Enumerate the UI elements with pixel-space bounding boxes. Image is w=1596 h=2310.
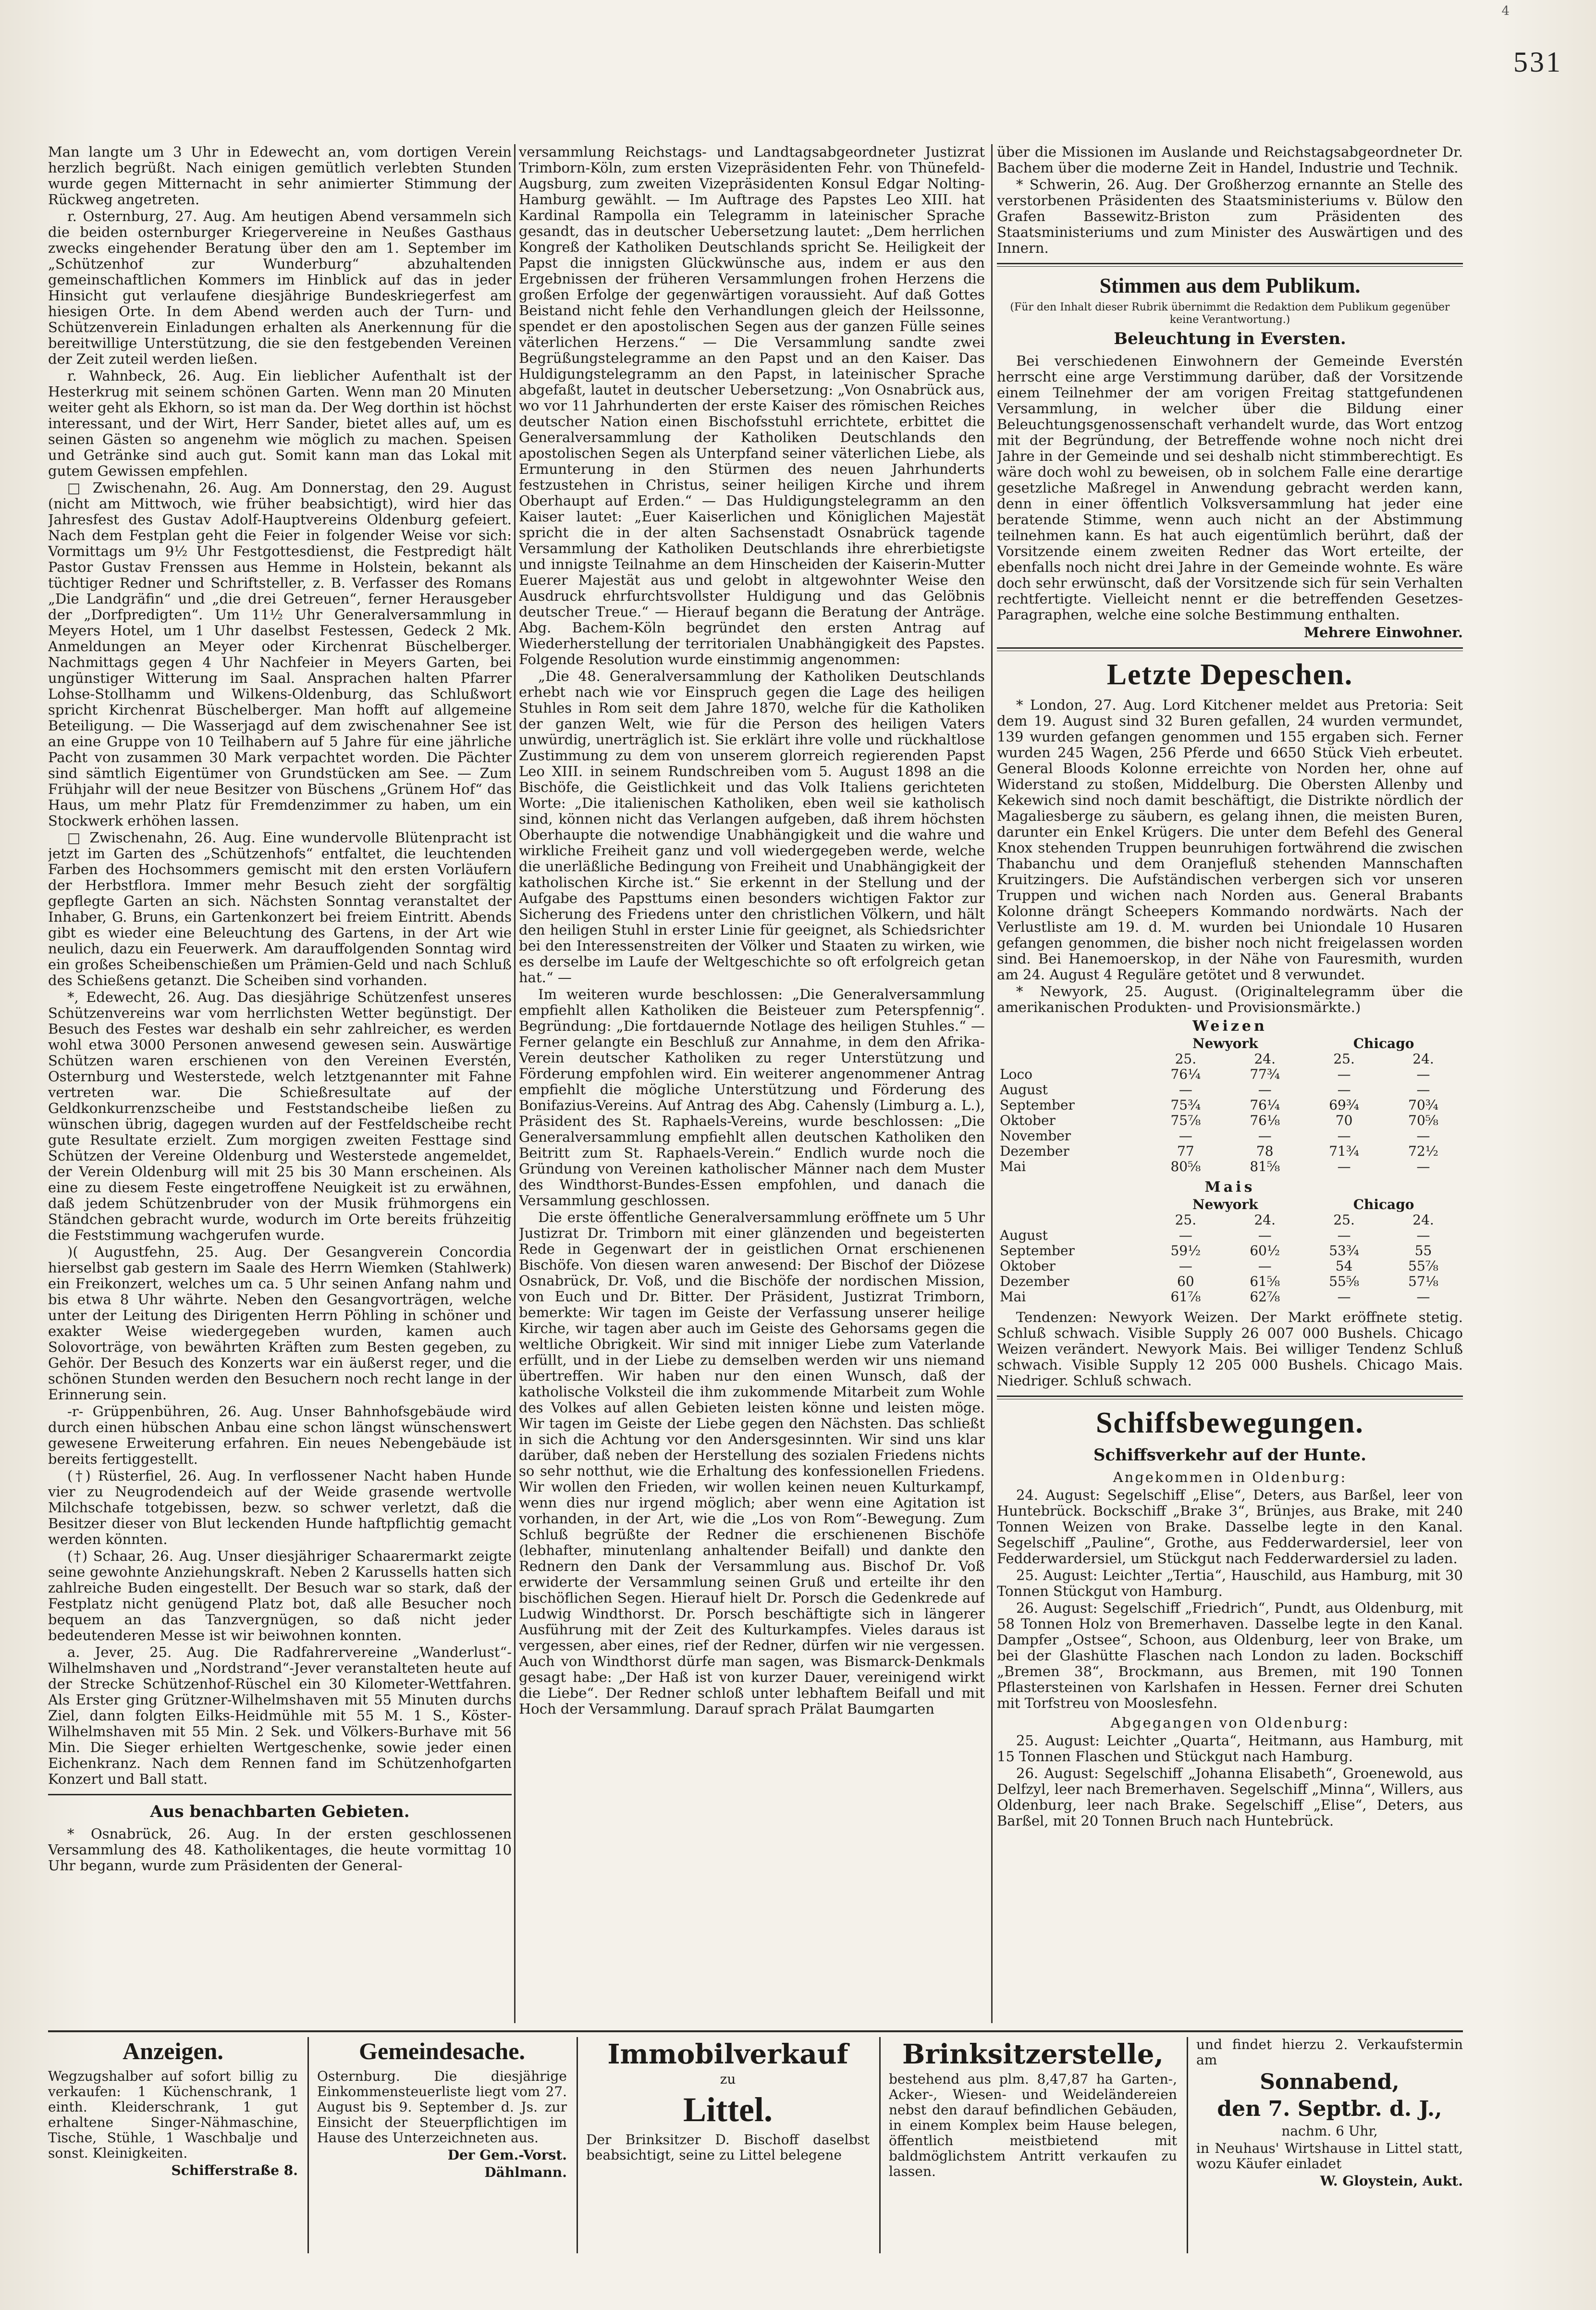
section-heading-nachbar: Aus benachbarten Gebieten.	[150, 1802, 410, 1821]
market-value: —	[1416, 1159, 1430, 1174]
market-value: 60	[1177, 1273, 1194, 1289]
article-paragraph: r. Wahnbeck, 26. Aug. Ein lieblicher Aufenthalt ist der Hesterkrug mit seinem schönen Garten. Wenn man 20 Minuten weiter geht als Ekhorn, so ist man da. Der Weg dorthin ist höchst interessant, und der Wirt, Herr Sander, bietet alles auf, um es seinen Gästen so angenehm wie möglich zu machen. Speisen und Getränke sind auch gut. Somit kann man das Lokal mit gutem Gewissen empfehlen.	[48, 368, 512, 479]
market-title-weizen: Weizen	[1192, 1018, 1267, 1035]
market-month: Dezember	[1000, 1273, 1069, 1289]
market-value: 77	[1177, 1143, 1194, 1159]
divider	[48, 1794, 512, 1795]
market-value: —	[1179, 1258, 1192, 1274]
market-value: 60½	[1250, 1243, 1280, 1259]
market-row	[997, 1128, 1463, 1144]
market-value: 70	[1335, 1112, 1353, 1128]
schiff-arrivals	[997, 1487, 1463, 1711]
market-date: 24.	[1254, 1051, 1276, 1067]
ad-signature-name: Dählmann.	[484, 2164, 567, 2180]
market-row	[997, 1067, 1463, 1082]
article-paragraph: -r- Grüppenbühren, 26. Aug. Unser Bahnhofsgebäude wird durch einen hübschen Anbau eine schon längst wünschenswert gewesene Erweiterung erfahren. Ein neues Nebengebäude ist bereits fertiggestellt.	[48, 1403, 512, 1467]
article-paragraph: □ Zwischenahn, 26. Aug. Eine wundervolle Blütenpracht ist jetzt im Garten des „Schützenhofs“ entfaltet, die leuchtenden Farben des Hochsommers gemischt mit den ersten Vorläufern der Herbstflora. Immer mehr Besuch zieht der sorgfältig gepflegte Garten an sich. Nächsten Sonntag veranstaltet der Inhaber, G. Bruns, ein Gartenkonzert bei freiem Eintritt. Abends gibt es wieder eine Beleuchtung des Gartens, in der Art wie neulich, dazu ein Feuerwerk. Am darauffolgenden Sonntag wird ein großes Scheibenschießen um Prämien-Geld und nach Schluß des Schießens getanzt. Die Scheiben sind vorhanden.	[48, 829, 512, 988]
column-2	[519, 144, 985, 2023]
market-month: Dezember	[1000, 1143, 1069, 1159]
article-paragraph: a. Jever, 25. Aug. Die Radfahrervereine „Wanderlust“-Wilhelmshaven und „Nordstrand“-Jever veranstalteten heute auf der Strecke Schützenhof-Rüschel ein 30 Kilometer-Wettfahren. Als Erster ging Grützner-Wilhelmshaven mit 55 Minuten durchs Ziel, dann folgten Eilks-Heidmühle mit 55 M. 1 S., Köster-Wilhelmshaven mit 55 Min. 2 Sek. und Völkers-Burhave mit 56 Min. Die Sieger erhielten Wertgeschenke, sowie jeder einen Eichenkranz. Nach dem Rennen fand im Schützenhofgarten Konzert und Ball statt.	[48, 1644, 512, 1787]
section-heading-depeschen: Letzte Depeschen.	[1106, 658, 1353, 691]
market-empty-cell	[997, 1036, 1146, 1051]
ad-rule	[307, 2037, 309, 2253]
market-value: 70⅝	[1408, 1112, 1438, 1128]
market-month: August	[1000, 1227, 1048, 1243]
market-value: —	[1416, 1289, 1430, 1305]
market-value: —	[1258, 1082, 1272, 1098]
market-value: 78	[1256, 1143, 1274, 1159]
market-value: 61⅞	[1170, 1289, 1201, 1305]
market-tendenzen: Tendenzen: Newyork Weizen. Der Markt eröffnete stetig. Schluß schwach. Visible Supply 26 007 000 Bushels. Chicago Weizen verändert. Newyork Mais. Bei williger Tendenz Schluß schwach. Visible Supply 12 205 000 Bushels. Chicago Mais. Niedriger. Schluß schwach.	[997, 1309, 1463, 1389]
market-value: 70¾	[1408, 1097, 1438, 1113]
market-value: 69¾	[1329, 1097, 1359, 1113]
ad-text: bestehend aus plm. 8,47,87 ha Garten-, Acker-, Wiesen- und Weideländereien nebst den darauf befindlichen Gebäuden, in einem Komplex beim Hause belegen, öffentlich meistbietend mit baldmöglichstem Antritt verkaufen zu lassen.	[889, 2071, 1177, 2179]
market-value: 71¾	[1329, 1143, 1359, 1159]
subhead-abgegangen: Abgegangen von Oldenburg:	[1110, 1715, 1350, 1731]
market-value: —	[1179, 1227, 1192, 1243]
market-value: —	[1258, 1227, 1272, 1243]
ad-time: nachm. 6 Uhr,	[1281, 2123, 1378, 2139]
ad-rule	[577, 2037, 578, 2253]
ad-place: Littel.	[683, 2090, 773, 2129]
article-paragraph: (†) Schaar, 26. Aug. Unser diesjähriger Schaarermarkt zeigte seine gewohnte Anziehungskraft. Neben 2 Karussells hatten sich zahlreiche Buden eingestellt. Der Besuch war so stark, daß der Festplatz nicht genügend Platz bot, daß alle Besucher noch bequem an das Tanzvergnügen, so daß nicht jeder bedeutenderen Messe ist wir beiwohnen konnten.	[48, 1548, 512, 1643]
market-date-row	[997, 1212, 1463, 1228]
market-month: September	[1000, 1243, 1075, 1259]
article-paragraph: (†) Rüsterfiel, 26. Aug. In verflossener Nacht haben Hunde vier zu Neugrodendeich auf der Weide grasende wertvolle Milchschafe totgebissen, bezw. so schwer verletzt, daß die Besitzer dieser von Blut leckenden Hunde haftpflichtig gemacht werden könnten.	[48, 1468, 512, 1547]
article-paragraph: Die erste öffentliche Generalversammlung eröffnete um 5 Uhr Justizrat Dr. Trimborn mit einer glänzenden und begeisterten Rede in Gegenwart der in geistlichen Ornat erschienenen Bischöfe. Von diesen waren anwesend: Der Bischof der Diözese Osnabrück, Dr. Voß, und die Bischöfe der nordischen Mission, von Euch und Dr. Bitter. Der Präsident, Justizrat Trimborn, bemerkte: Wir tagen im Geiste der Verfassung unserer heilige Kirche, wir tagen aber auch im Geiste des Gehorsams gegen die weltliche Obrigkeit. Wir sind mit inniger Liebe zum Vaterlande erfüllt, und in der Liebe zu demselben werden wir uns niemand übertreffen. Wir haben nur den einen Wunsch, daß der katholische Volksteil die ihm zukommende Mitarbeit zum Wohle des Volkes auf allen Gebieten leisten könne und leisten möge. Wir tagen im Geiste der Liebe gegen den Nächsten. Das schließt in sich die Achtung vor den Andersgesinnten. Wir sind uns klar darüber, daß neben der Herstellung des sozialen Friedens nichts so sehr notthut, wie die Erhaltung des konfessionellen Friedens. Wir wollen den Frieden, wir wollen keinen neuen Kulturkampf, wenn dies nur irgend möglich; aber wenn eine Agitation ist vorhanden, in der Art, wie die „Los von Rom“-Bewegung. Zum Schluß begrüßte der Redner die erschienenen Bischöfe (lebhafter, minutenlang anhaltender Beifall) und dankte den Rednern den Dank der Versammlung aus. Bischof Dr. Voß erwiderte der Versammlung seinen Gruß und erteilte ihr den bischöflichen Segen. Hierauf hielt Dr. Porsch die Gedenkrede auf Ludwig Windthorst. Dr. Porsch beschäftigte sich in längerer Ausführung mit der Zeit des Kulturkampfes. Vieles daraus ist vergessen, aber eines, rief der Redner, dürfen wir nie vergessen. Auch von Windthorst dürfe man sagen, was Bismarck-Denkmals gesagt habe: „Der Haß ist von kurzer Dauer, vereinigend wirkt die Liebe“. Der Redner schloß unter lebhaftem Beifall und mit Hoch der Versammlung. Darauf sprach Prälat Baumgarten	[519, 1209, 985, 1717]
ad-anzeigen	[48, 2037, 298, 2253]
ship-entry: 26. August: Segelschiff „Johanna Elisabeth“, Groenewold, aus Delfzyl, leer nach Bremerhaven. Segelschiff „Minna“, Willers, aus Oldenburg, leer nach Brake. Segelschiff „Elise“, Deters, aus Barßel, mit 20 Tonnen Bruch nach Huntebrück.	[997, 1765, 1463, 1829]
market-value: 81⅝	[1250, 1159, 1280, 1174]
article-title-beleuchtung: Beleuchtung in Eversten.	[1114, 329, 1346, 348]
ad-title: Anzeigen.	[123, 2038, 223, 2064]
market-city-row	[997, 1197, 1463, 1212]
ad-address: Schifferstraße 8.	[171, 2162, 298, 2178]
divider	[997, 1396, 1463, 1399]
market-row	[997, 1289, 1463, 1305]
article-paragraph: r. Osternburg, 27. Aug. Am heutigen Abend versammeln sich die beiden osternburger Kriegervereine in Neußes Gasthaus zwecks eingehender Beratung über den am 1. September im „Schützenhof zur Wunderburg“ abzuhaltenden gemeinschaftlichen Kommers im Hinblick auf das in jeder Hinsicht gut verlaufene diesjährige Bundeskriegerfest am hiesigen Orte. In dem Abend werden auch der Turn- und Schützenverein Einladungen erhalten als Anerkennung für die bereitwillige Unterstützung, die sie den festgebenden Vereinen der Zeit zuteil werden ließen.	[48, 208, 512, 367]
market-value: 62⅞	[1250, 1289, 1280, 1305]
ad-zu: zu	[720, 2071, 736, 2087]
article-beleuchtung: Bei verschiedenen Einwohnern der Gemeinde Everstén herrscht eine arge Verstimmung darüber, daß der Vorsitzende einem Teilnehmer der am vorigen Freitag stattgefundenen Versammlung, in welcher über die Bildung einer Beleuchtungsgenossenschaft verhandelt wurde, das Wort entzog mit der Begründung, der Betreffende wohne noch nicht drei Jahre in der Gemeinde und sei deshalb nicht stimmberechtigt. Es wäre doch wohl zu beweisen, ob in solchem Falle eine derartige gesetzliche Maßregel in Anwendung gebracht werden kann, denn in einer öffentlich Volksversammlung hat jeder eine beratende Stimme, wenn auch nicht an der Abstimmung teilnehmen kann. Es hat auch eigentümlich berührt, daß der Vorsitzende einem zweiten Redner das Wort erteilte, der ebenfalls noch nicht drei Jahre in der Gemeinde wohnte. Es wäre doch sehr erwünscht, daß der Vorsitzende sich für sein Verhalten rechtfertigte. Vielleicht nennt er die betreffenden Gesetzes-Paragraphen, welche eine solche Bestimmung enthalten.	[997, 353, 1463, 623]
divider	[997, 263, 1463, 267]
market-value: —	[1337, 1082, 1351, 1098]
ad-text: Wegzugshalber auf sofort billig zu verkaufen: 1 Küchenschrank, 1 einth. Kleiderschrank, 1 gut erhaltene Singer-Nähmaschine, Tische, Stühle, 1 Waschbalje und sonst. Kleinigkeiten.	[48, 2068, 298, 2161]
market-value: —	[1258, 1258, 1272, 1274]
market-row	[997, 1113, 1463, 1128]
market-month: Mai	[1000, 1289, 1026, 1305]
market-value: —	[1416, 1227, 1430, 1243]
ad-signature: W. Gloystein, Aukt.	[1320, 2173, 1463, 2189]
corner-mark: 4	[1501, 4, 1510, 18]
article-missionen: über die Missionen im Auslande und Reichstagsabgeordneter Dr. Bachem über die moderne Zeit in Handel, Industrie und Technik.	[997, 144, 1463, 176]
ad-rule	[879, 2037, 881, 2253]
market-value: 55⅝	[1329, 1273, 1359, 1289]
market-value: 76¼	[1170, 1066, 1201, 1082]
market-value: 75¾	[1170, 1097, 1201, 1113]
ad-gemeindesache	[317, 2037, 567, 2253]
article-paragraph: Man langte um 3 Uhr in Edewecht an, vom dortigen Verein herzlich begrüßt. Nach einigen gemütlich verlebten Stunden wurde gegen Mitternacht in sehr animierter Stimmung der Rückweg angetreten.	[48, 144, 512, 208]
article-paragraph: )( Augustfehn, 25. Aug. Der Gesangverein Concordia hierselbst gab gestern im Saale des Herrn Wiemken (Stahlwerk) ein Freikonzert, welches um ca. 5 Uhr seinen Anfang nahm und bis etwa 8 Uhr währte. Neben den Gesangvorträgen, welche unter der Leitung des Dirigenten Herrn Pöhling in schöner und exakter Weise wiedergegeben wurden, kamen auch Solovorträge, von bewährten Kräften zum Besten gegeben, zu Gehör. Der Besuch des Konzerts war ein äußerst reger, und die schönen Stunden werden den Besuchern noch recht lange in der Erinnerung sein.	[48, 1244, 512, 1403]
article-paragraph: „Die 48. Generalversammlung der Katholiken Deutschlands erhebt nach wie vor Einspruch gegen die Lage des heiligen Stuhles in Rom seit dem Jahre 1870, welche für die Katholiken der ganzen Welt, wie für die Person des heiligen Vaters unwürdig, unerträglich ist. Sie erklärt ihre volle und rückhaltlose Zustimmung zu dem von unserem glorreich regierenden Papst Leo XIII. in seinem Rundschreiben vom 5. August 1898 an die Bischöfe, die Geistlichkeit und das Volk Italiens gerichteten Worte: „Die italienischen Katholiken, eben weil sie katholisch sind, können nicht das Verlangen aufgeben, daß ihrem höchsten Oberhaupte die notwendige Unabhängigkeit und die wahre und wirkliche Freiheit ganz und voll wiedergegeben werde, welche die unerläßliche Bedingung von Freiheit und Unabhängigkeit der katholischen Kirche ist.“ Sie erkennt in der Stellung und der Aufgabe des Papsttums einen besonders wichtigen Faktor zur Sicherung des Friedens unter den christlichen Völkern, und hält den heiligen Stuhl in erster Linie für geeignet, als Schiedsrichter bei den Interessenstreiten der Völker und Staaten zu wirken, wie es derselbe im Laufe der Weltgeschichte so oft erfolgreich getan hat.“ —	[519, 668, 985, 986]
market-month: November	[1000, 1128, 1071, 1144]
market-month: Loco	[1000, 1066, 1032, 1082]
market-value: 55⅞	[1408, 1258, 1438, 1274]
market-value: —	[1416, 1066, 1430, 1082]
market-empty-cell	[997, 1212, 1146, 1228]
market-month: Mai	[1000, 1159, 1026, 1174]
advertisements	[48, 2030, 1463, 2258]
market-value: 57⅛	[1408, 1273, 1438, 1289]
ad-title: Gemeindesache.	[359, 2038, 525, 2064]
ad-title: Brinksitzerstelle,	[902, 2038, 1164, 2070]
section-heading-stimmen: Stimmen aus dem Publikum.	[1099, 274, 1361, 297]
market-value: 80⅝	[1170, 1159, 1201, 1174]
ad-date: den 7. Septbr. d. J.,	[1217, 2097, 1442, 2121]
market-value: 53¾	[1329, 1243, 1359, 1259]
subhead-angekommen: Angekommen in Oldenburg:	[1113, 1469, 1347, 1485]
market-row	[997, 1082, 1463, 1098]
market-date: 24.	[1254, 1212, 1276, 1228]
market-value: 75⅞	[1170, 1112, 1201, 1128]
column-1	[48, 144, 512, 2023]
market-date-row	[997, 1051, 1463, 1067]
divider	[997, 647, 1463, 651]
market-date: 24.	[1412, 1051, 1434, 1067]
market-value: 61⅝	[1250, 1273, 1280, 1289]
market-empty-cell	[997, 1197, 1146, 1212]
ship-entry: 26. August: Segelschiff „Friedrich“, Pundt, aus Oldenburg, mit 58 Tonnen Holz von Bremerhaven. Dasselbe legte in den Kanal. Dampfer „Ostsee“, Schoon, aus Oldenburg, leer von Brake, um bei der Glashütte Flaschen nach London zu laden. Bockschiff „Bremen 38“, Brockmann, aus Bremen, mit 190 Tonnen Pflastersteinen von Karlshafen in Hessen. Ferner drei Schuten mit Torfstreu von Mooslesfehn.	[997, 1600, 1463, 1711]
column-rule-2	[991, 144, 993, 2023]
market-title-mais: Mais	[1204, 1179, 1255, 1196]
ad-title: Immobilverkauf	[607, 2038, 848, 2070]
market-row	[997, 1274, 1463, 1289]
market-value: —	[1337, 1227, 1351, 1243]
section-sub-hunte: Schiffsverkehr auf der Hunte.	[1093, 1445, 1366, 1465]
ship-entry: 25. August: Leichter „Tertia“, Hauschild, aus Hamburg, mit 30 Tonnen Stückgut von Hamburg.	[997, 1567, 1463, 1599]
article-london: * London, 27. Aug. Lord Kitchener meldet aus Pretoria: Seit dem 19. August sind 32 Buren gefallen, 24 wurden vermundet, 139 wurden gefangen genommen und 155 ergaben sich. Ferner wurden 245 Wagen, 256 Pferde und 6650 Stück Vieh erbeutet. General Bloods Kolonne erreichte von Norden her, ohne auf Widerstand zu stoßen, Middelburg. Die Obersten Allenby und Kekewich sind noch damit beschäftigt, die Distrikte nördlich der Magaliesberge zu säubern, es gelang ihnen, die meisten Buren, darunter ein Enkel Krügers. Die unter dem Befehl des General Knox stehenden Truppen beunruhigen fortwährend die zwischen Thabanchu und dem Oranjefluß stehenden Mannschaften Kruitzingers. Die Aufständischen verbergen sich vor unseren Truppen und wichen nach Norden aus. General Brabants Kolonne drängt Scheepers Kommando nordwärts. Nach der Verlustliste am 19. d. M. wurden bei Uniondale 10 Husaren gefangen genommen, die bisher noch nicht freigelassen worden sind. Bei Hanemoerskop, in der Nähe von Fauresmith, wurden am 24. August 4 Reguläre getötet und 8 verwundet.	[997, 697, 1463, 983]
market-value: 76⅛	[1250, 1112, 1280, 1128]
ad-text: und findet hierzu 2. Verkaufstermin am	[1196, 2037, 1463, 2068]
market-city: Newyork	[1192, 1036, 1258, 1051]
ad-rule	[1187, 2037, 1188, 2253]
market-row	[997, 1228, 1463, 1243]
column-rule-1	[514, 144, 516, 2023]
article-paragraph: *, Edewecht, 26. Aug. Das diesjährige Schützenfest unseres Schützenvereins war vom herrlichsten Wetter begünstigt. Der Besuch des Festes war deshalb ein sehr zahlreicher, es werden wohl etwa 3000 Personen anwesend gewesen sein. Auswärtige Schützen waren erschienen von den Vereinen Everstén, Osternburg und Westerstede, welch letztgenannter mit Fahne vertreten war. Die Schießresultate auf der Geldkonkurrenzscheibe und Feststandscheibe ließen zu wünschen übrig, dagegen wurden auf der Festfeldscheibe recht gute Resultate erzielt. Zum morgigen zweiten Festtage sind Schützen der Vereine Oldenburg und Westerstede angemeldet, der Verein Oldenburg will mit 25 bis 30 Mann erscheinen. Als eine zu diesem Feste eingetroffene Neuigkeit ist zu erwähnen, daß jedem Schützenbruder von der Musik frühmorgens ein Ständchen gebracht wurde, wodurch im Orte bereits frühzeitig die Feststimmung wachgerufen wurde.	[48, 989, 512, 1243]
article-newyork: * Newyork, 25. August. (Originaltelegramm über die amerikanischen Produkten- und Provisionsmärkte.)	[997, 983, 1463, 1015]
market-empty-cell	[997, 1051, 1146, 1067]
market-row	[997, 1259, 1463, 1274]
column-3	[997, 144, 1463, 2023]
column-1-articles	[48, 144, 512, 1787]
market-value: 54	[1335, 1258, 1353, 1274]
market-value: —	[1416, 1082, 1430, 1098]
market-date: 25.	[1175, 1212, 1197, 1228]
market-value: —	[1416, 1128, 1430, 1144]
market-month: Oktober	[1000, 1112, 1056, 1128]
ad-immobilverkauf	[586, 2037, 870, 2253]
market-row	[997, 1159, 1463, 1174]
market-value: —	[1337, 1289, 1351, 1305]
market-value: —	[1337, 1066, 1351, 1082]
section-disclaimer: (Für den Inhalt dieser Rubrik übernimmt die Redaktion dem Publikum gegenüber keine Verantwortung.)	[1010, 301, 1450, 326]
market-month: September	[1000, 1097, 1075, 1113]
market-month: August	[1000, 1082, 1048, 1098]
ad-signature: Der Gem.-Vorst.	[447, 2147, 567, 2163]
article-paragraph: versammlung Reichstags- und Landtagsabgeordneter Justizrat Trimborn-Köln, zum ersten Vizepräsidenten Fehr. von Thünefeld-Augsburg, zum zweiten Vizepräsidenten Konsul Edgar Nolting-Hamburg gewählt. — Im Auftrage des Papstes Leo XIII. hat Kardinal Rampolla ein Telegramm in lateinischer Sprache gesandt, das in deutscher Uebersetzung lautet: „Dem herrlichen Kongreß der Katholiken Deutschlands spricht Se. Heiligkeit der Papst die innigsten Glückwünsche aus, indem er aus den Ergebnissen der früheren Versammlungen frohen Herzens die großen Erfolge der gegenwärtigen voraussieht. Auf daß Gottes Beistand nicht fehle den Verhandlungen gleich der Heilssonne, spendet er den apostolischen Segen aus der ganzen Fülle seines väterlichen Herzens.“ — Die Versammlung sandte zwei Begrüßungstelegramme an den Papst und an den Kaiser. Das Huldigungstelegramm an den Papst, in lateinischer Sprache abgefaßt, lautet in deutscher Uebersetzung: „Von Osnabrück aus, wo vor 11 Jahrhunderten der erste Kaiser des römischen Reiches deutscher Nation einen Bischofsstuhl errichtete, erbittet die Generalversammlung der Katholiken Deutschlands den apostolischen Segen als Unterpfand seiner väterlichen Liebe, als Ermunterung in den Stürmen des neuen Jahrhunderts festzustehen in Christus, seiner heiligen Kirche und ihrem Oberhaupt auf Erden.“ — Das Huldigungstelegramm an den Kaiser lautet: „Euer Kaiserlichen und Königlichen Majestät spricht die in der alten Sachsenstadt Osnabrück tagende Versammlung der Katholiken Deutschlands ihre ehrerbietigste und innigste Teilnahme an dem Hinscheiden der Kaiserin-Mutter Euerer Majestät aus und gelobt in altgewohnter Weise den Ausdruck ehrfurchtsvollster Huldigung und das Gelöbnis deutscher Treue.“ — Hierauf begann die Beratung der Anträge. Abg. Bachem-Köln begründet den ersten Antrag auf Wiederherstellung der territorialen Unabhängigkeit des Papstes. Folgende Resolution wurde einstimmig angenommen:	[519, 144, 985, 667]
market-row	[997, 1243, 1463, 1259]
ship-entry: 25. August: Leichter „Quarta“, Heitmann, aus Hamburg, mit 15 Tonnen Flaschen und Stückgut nach Hamburg.	[997, 1732, 1463, 1765]
market-date: 25.	[1175, 1051, 1197, 1067]
market-table-mais	[997, 1197, 1463, 1305]
ad-text: Osternburg. Die diesjährige Einkommensteuerliste liegt vom 27. August bis 9. September d. Js. zur Einsicht der Steuerpflichtigen im Hause des Unterzeichneten aus.	[317, 2068, 567, 2146]
market-date: 24.	[1412, 1212, 1434, 1228]
market-value: 76¼	[1250, 1097, 1280, 1113]
ad-text-2: in Neuhaus' Wirtshause in Littel statt, wozu Käufer einladet	[1196, 2140, 1463, 2172]
article-schwerin: * Schwerin, 26. Aug. Der Großherzog ernannte an Stelle des verstorbenen Präsidenten des Staatsministeriums v. Bülow den Grafen Bassewitz-Briston zum Präsidenten des Staatsministeriums und zum Minister des Auswärtigen und des Innern.	[997, 176, 1463, 256]
section-heading-schiff: Schiffsbewegungen.	[1096, 1407, 1364, 1439]
market-row	[997, 1144, 1463, 1159]
market-city-row	[997, 1036, 1463, 1051]
market-value: —	[1258, 1128, 1272, 1144]
market-city: Chicago	[1353, 1197, 1414, 1212]
market-value: 72½	[1408, 1143, 1438, 1159]
ad-text: Der Brinksitzer D. Bischoff daselbst beabsichtigt, seine zu Littel belegene	[586, 2132, 870, 2163]
article-signature: Mehrere Einwohner.	[1303, 624, 1463, 641]
ad-day: Sonnabend,	[1260, 2070, 1400, 2094]
market-value: 59½	[1170, 1243, 1201, 1259]
market-value: 55	[1414, 1243, 1432, 1259]
market-value: —	[1337, 1128, 1351, 1144]
market-date: 25.	[1333, 1051, 1355, 1067]
ad-brinksitzerstelle	[889, 2037, 1177, 2253]
market-date: 25.	[1333, 1212, 1355, 1228]
page-number: 531	[1513, 46, 1562, 78]
article-paragraph: □ Zwischenahn, 26. Aug. Am Donnerstag, den 29. August (nicht am Mittwoch, wie früher beabsichtigt), wird hier das Jahresfest des Gustav Adolf-Hauptvereins Oldenburg gefeiert. Nach dem Festplan geht die Feier in folgender Weise vor sich: Vormittags um 9½ Uhr Festgottesdienst, die Festpredigt hält Pastor Gustav Frenssen aus Hemme in Holstein, bekannt als tüchtiger Redner und Schriftsteller, z. B. Verfasser des Romans „Die Landgräfin“ und „die drei Getreuen“, ferner Herausgeber der „Dorfpredigten“. Um 11½ Uhr Generalversammlung in Meyers Hotel, um 1 Uhr daselbst Festessen, Gedeck 2 Mk. Anmeldungen an Meyer oder Kirchenrat Büschelberger. Nachmittags gegen 4 Uhr Nachfeier in Meyers Garten, bei ungünstiger Witterung im Saal. Ansprachen halten Pfarrer Lohse-Stollhamm und Wilkens-Oldenburg, das Schlußwort spricht Kirchenrat Büschelberger. Man hofft auf allgemeine Beteiligung. — Die Wasserjagd auf dem zwischenahner See ist an eine Gruppe von 10 Teilhabern auf 5 Jahre für eine jährliche Pacht von zusammen 30 Mark verpachtet worden. Die Pächter sind sämtlich Eigentümer von Grundstücken am See. — Zum Frühjahr will der neue Besitzer von Büschens „Grünem Hof“ das Haus, um mehr Platz für Fremdenzimmer zu haben, um ein Stockwerk erhöhen lassen.	[48, 480, 512, 829]
market-month: Oktober	[1000, 1258, 1056, 1274]
article-paragraph: Im weiteren wurde beschlossen: „Die Generalversammlung empfiehlt allen Katholiken die Beisteuer zum Peterspfennig“. Begründung: „Die fortdauernde Notlage des heiligen Stuhles.“ — Ferner gelangte ein Beschluß zur Annahme, in dem den Afrika-Verein deutscher Katholiken zu reger Unterstützung und Förderung empfohlen wird. Ein weiterer angenommener Antrag empfiehlt die mögliche Unterstützung und Förderung des Bonifazius-Vereins. Auf Antrag des Abg. Cahensly (Limburg a. L.), Präsident des St. Raphaels-Vereins, wurde beschlossen: „Die Generalversammlung empfiehlt allen deutschen Katholiken den Beitritt zum St. Raphaels-Verein.“ Endlich wurde noch die Gründung von Vereinen katholischer Männer nach dem Muster des Windthorst-Bundes-Essen empfohlen, und danach die Versammlung geschlossen.	[519, 986, 985, 1209]
ad-verkaufstermin	[1196, 2037, 1463, 2253]
market-value: —	[1179, 1128, 1192, 1144]
ship-entry: 24. August: Segelschiff „Elise“, Deters, aus Barßel, leer von Huntebrück. Bockschiff „Brake 3“, Brünjes, aus Brake, mit 240 Tonnen Weizen von Brake. Dasselbe legte in den Kanal. Segelschiff „Pauline“, Grothe, aus Fedderwardersiel, leer von Fedderwardersiel, um Stückgut nach Fedderwardersiel zu laden.	[997, 1487, 1463, 1567]
column-2-articles	[519, 144, 985, 1717]
market-value: —	[1337, 1159, 1351, 1174]
market-value: 77¾	[1250, 1066, 1280, 1082]
schiff-departures	[997, 1733, 1463, 1829]
market-value: —	[1179, 1082, 1192, 1098]
market-row	[997, 1098, 1463, 1113]
market-city: Chicago	[1353, 1036, 1414, 1051]
market-city: Newyork	[1192, 1197, 1258, 1212]
market-table-weizen	[997, 1036, 1463, 1174]
article-osnabrueck: * Osnabrück, 26. Aug. In der ersten geschlossenen Versammlung des 48. Katholikentages, die heute vormittag 10 Uhr begann, wurde zum Präsidenten der General-	[48, 1826, 512, 1874]
